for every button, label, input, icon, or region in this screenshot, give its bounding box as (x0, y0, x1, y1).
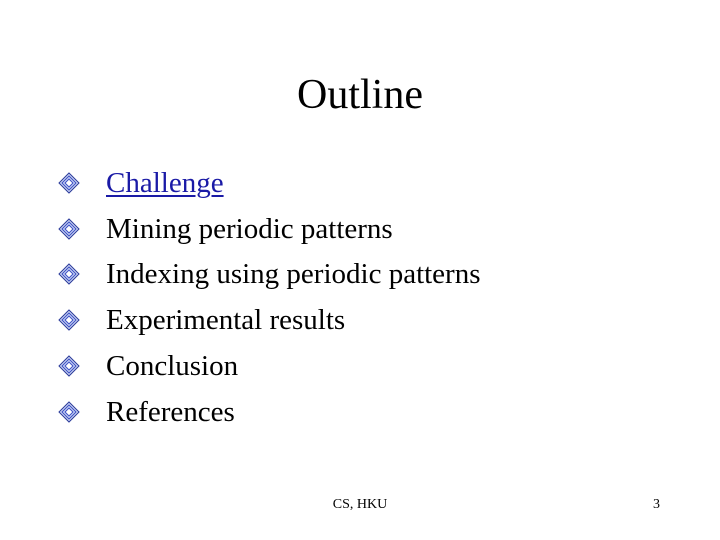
list-item (58, 343, 481, 389)
bullet-label: Experimental results (106, 304, 346, 337)
list-item (58, 206, 481, 252)
blue-diamond-bullet-icon (58, 401, 80, 423)
blue-diamond-bullet-icon (58, 355, 80, 377)
list-item[interactable] (58, 160, 481, 206)
slide-title: Outline (297, 72, 423, 118)
blue-diamond-bullet-icon (58, 172, 80, 194)
list-item (58, 252, 481, 298)
blue-diamond-bullet-icon (58, 309, 80, 331)
blue-diamond-bullet-icon (58, 263, 80, 285)
bullet-label: References (106, 395, 235, 428)
challenge-link[interactable]: Challenge (106, 166, 224, 199)
bullet-list (58, 160, 481, 435)
bullet-label: Mining periodic patterns (106, 212, 393, 245)
page-number: 3 (653, 497, 660, 512)
bullet-label: Indexing using periodic patterns (106, 258, 481, 291)
bullet-label: Conclusion (106, 350, 239, 383)
list-item (58, 389, 481, 435)
list-item (58, 297, 481, 343)
blue-diamond-bullet-icon (58, 218, 80, 240)
footer-text: CS, HKU (332, 497, 388, 512)
